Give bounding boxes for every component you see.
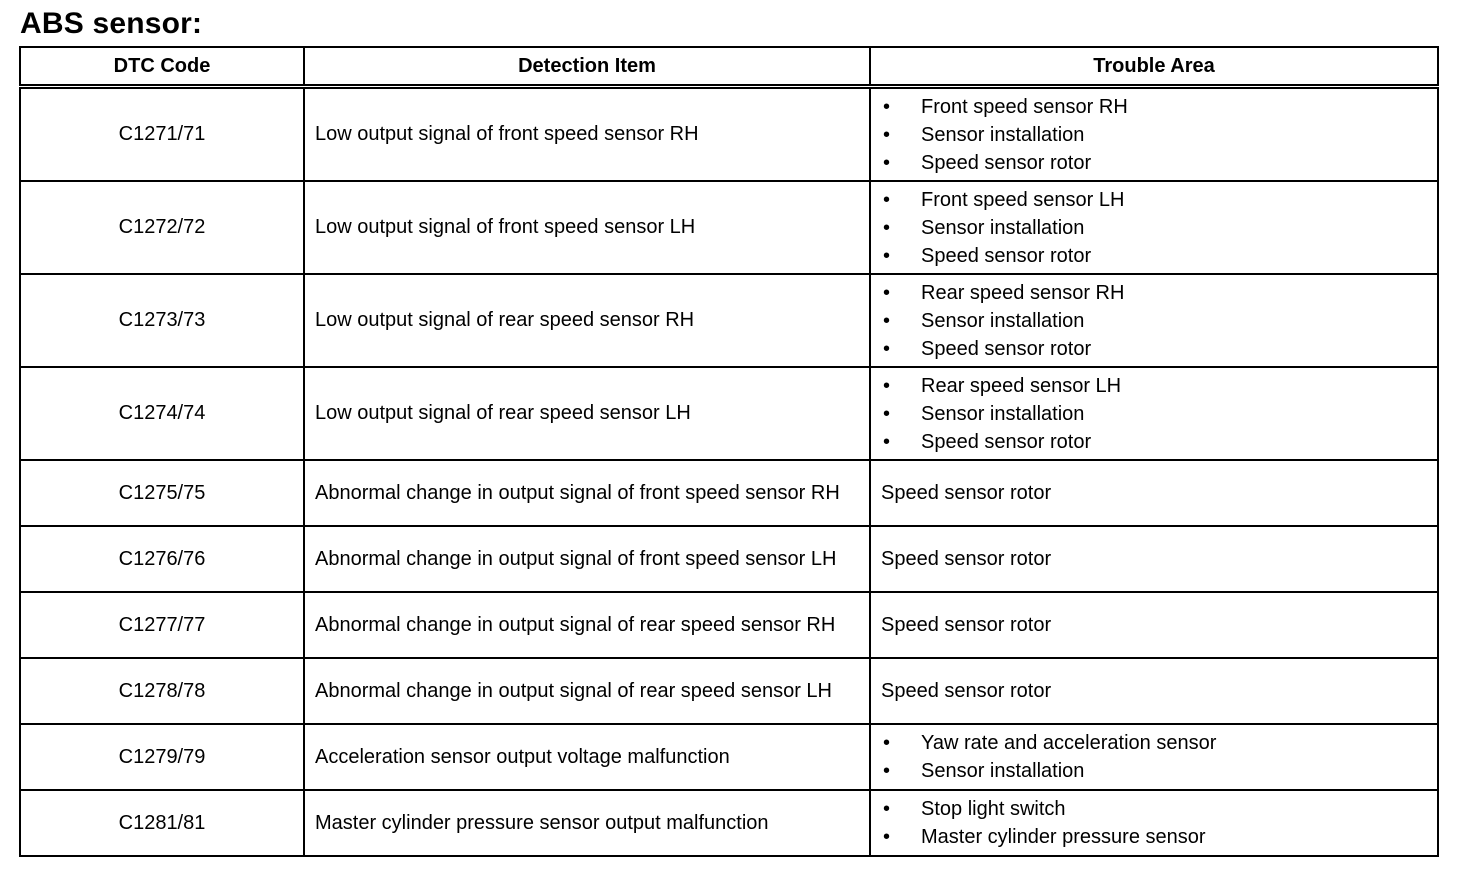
trouble-area-text: Stop light switch	[921, 798, 1066, 820]
trouble-area-list	[881, 279, 1437, 363]
bullet-icon: •	[883, 732, 891, 754]
trouble-area-text: Sensor installation	[921, 402, 1085, 425]
trouble-area-item	[881, 242, 1437, 270]
detection-item-cell: Abnormal change in output signal of rear speed sensor RH	[304, 592, 870, 658]
trouble-area-text: Sensor installation	[921, 123, 1085, 146]
bullet-icon: •	[883, 798, 891, 820]
trouble-area-text: Front speed sensor LH	[921, 188, 1125, 211]
trouble-area-item	[881, 823, 1437, 851]
dtc-code-cell: C1273/73	[20, 274, 304, 367]
bullet-icon: •	[883, 216, 891, 239]
trouble-area-item	[881, 186, 1437, 214]
detection-item-cell: Abnormal change in output signal of front speed sensor RH	[304, 460, 870, 526]
detection-item-cell: Acceleration sensor output voltage malfunction	[304, 724, 870, 790]
detection-item-cell: Low output signal of front speed sensor RH	[304, 87, 870, 182]
trouble-area-list	[881, 186, 1437, 270]
bullet-icon: •	[883, 430, 891, 453]
table-row	[20, 724, 1438, 790]
dtc-code-cell: C1278/78	[20, 658, 304, 724]
header-detection-item: Detection Item	[304, 47, 870, 87]
trouble-area-item	[881, 795, 1437, 823]
detection-item-cell: Low output signal of rear speed sensor RH	[304, 274, 870, 367]
trouble-area-item	[881, 121, 1437, 149]
trouble-area-item	[881, 757, 1437, 785]
bullet-icon: •	[883, 95, 891, 118]
trouble-area-list	[881, 729, 1437, 785]
trouble-area-cell	[870, 367, 1438, 460]
trouble-area-item	[881, 400, 1437, 428]
trouble-area-cell	[870, 274, 1438, 367]
trouble-area-text: Yaw rate and acceleration sensor	[921, 732, 1217, 754]
dtc-code-cell: C1275/75	[20, 460, 304, 526]
table-row	[20, 87, 1438, 182]
trouble-area-text: Sensor installation	[921, 216, 1085, 239]
trouble-area-item	[881, 214, 1437, 242]
detection-item-cell: Abnormal change in output signal of rear speed sensor LH	[304, 658, 870, 724]
trouble-area-item	[881, 93, 1437, 121]
detection-item-cell: Low output signal of front speed sensor LH	[304, 181, 870, 274]
trouble-area-item	[881, 307, 1437, 335]
trouble-area-cell	[870, 724, 1438, 790]
bullet-icon: •	[883, 402, 891, 425]
bullet-icon: •	[883, 337, 891, 360]
dtc-code-cell: C1279/79	[20, 724, 304, 790]
trouble-area-item	[881, 729, 1437, 757]
table-row	[20, 367, 1438, 460]
trouble-area-cell: Speed sensor rotor	[870, 460, 1438, 526]
dtc-code-cell: C1272/72	[20, 181, 304, 274]
bullet-icon: •	[883, 374, 891, 397]
trouble-area-cell	[870, 87, 1438, 182]
trouble-area-text: Rear speed sensor RH	[921, 281, 1125, 304]
trouble-area-text: Sensor installation	[921, 309, 1085, 332]
trouble-area-item	[881, 149, 1437, 177]
trouble-area-text: Speed sensor rotor	[921, 151, 1092, 174]
dtc-code-cell: C1276/76	[20, 526, 304, 592]
trouble-area-text: Speed sensor rotor	[921, 337, 1092, 360]
table-row	[20, 460, 1438, 526]
trouble-area-text: Master cylinder pressure sensor	[921, 826, 1206, 848]
bullet-icon: •	[883, 826, 891, 848]
trouble-area-text: Front speed sensor RH	[921, 95, 1128, 118]
trouble-area-cell	[870, 181, 1438, 274]
table-row	[20, 592, 1438, 658]
trouble-area-text: Sensor installation	[921, 760, 1085, 782]
trouble-area-text: Speed sensor rotor	[921, 244, 1092, 267]
bullet-icon: •	[883, 760, 891, 782]
trouble-area-item	[881, 372, 1437, 400]
bullet-icon: •	[883, 188, 891, 211]
detection-item-cell: Master cylinder pressure sensor output malfunction	[304, 790, 870, 856]
trouble-area-item	[881, 428, 1437, 456]
bullet-icon: •	[883, 281, 891, 304]
trouble-area-item	[881, 279, 1437, 307]
dtc-code-cell: C1281/81	[20, 790, 304, 856]
dtc-code-cell: C1277/77	[20, 592, 304, 658]
header-trouble-area: Trouble Area	[870, 47, 1438, 87]
dtc-code-cell: C1274/74	[20, 367, 304, 460]
trouble-area-cell: Speed sensor rotor	[870, 658, 1438, 724]
table-row	[20, 790, 1438, 856]
trouble-area-cell: Speed sensor rotor	[870, 526, 1438, 592]
dtc-code-cell: C1271/71	[20, 87, 304, 182]
trouble-area-list	[881, 795, 1437, 851]
trouble-area-list	[881, 372, 1437, 456]
header-dtc-code: DTC Code	[20, 47, 304, 87]
trouble-area-text: Speed sensor rotor	[921, 430, 1092, 453]
trouble-area-list	[881, 93, 1437, 177]
trouble-area-cell: Speed sensor rotor	[870, 592, 1438, 658]
detection-item-cell: Abnormal change in output signal of front speed sensor LH	[304, 526, 870, 592]
page-title: ABS sensor:	[20, 7, 203, 40]
bullet-icon: •	[883, 244, 891, 267]
table-row	[20, 658, 1438, 724]
table-header-row	[20, 47, 1438, 87]
detection-item-cell: Low output signal of rear speed sensor LH	[304, 367, 870, 460]
bullet-icon: •	[883, 309, 891, 332]
table-row	[20, 181, 1438, 274]
table-row	[20, 526, 1438, 592]
table-row	[20, 274, 1438, 367]
trouble-area-cell	[870, 790, 1438, 856]
dtc-table	[19, 46, 1439, 857]
bullet-icon: •	[883, 123, 891, 146]
trouble-area-text: Rear speed sensor LH	[921, 374, 1122, 397]
bullet-icon: •	[883, 151, 891, 174]
trouble-area-item	[881, 335, 1437, 363]
